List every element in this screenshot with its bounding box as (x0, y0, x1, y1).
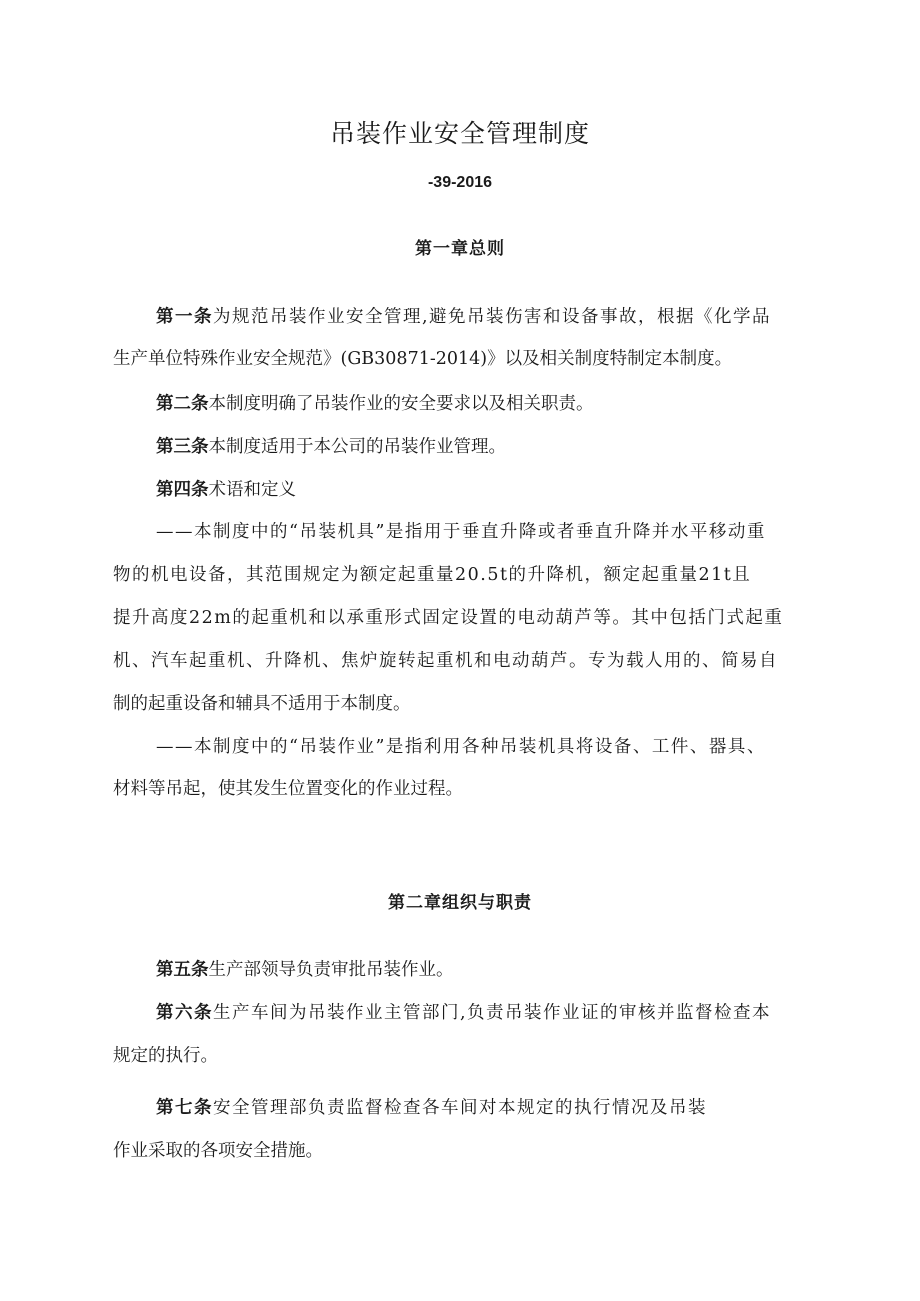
article-7-label: 第七条 (156, 1098, 213, 1118)
article-7-line-1 (156, 1096, 707, 1120)
article-3-label: 第三条 (156, 437, 209, 457)
article-7-line-2: 作业采取的各项安全措施。 (113, 1141, 323, 1161)
article-5-label: 第五条 (156, 960, 209, 980)
chapter-2-heading: 第二章组织与职责 (388, 893, 532, 913)
article-4 (156, 478, 296, 502)
document-title: 吊装作业安全管理制度 (329, 119, 590, 148)
definition-2-line-2: 材料等吊起，使其发生位置变化的作业过程。 (113, 779, 463, 799)
article-1-line-2: 生产单位特殊作业安全规范》(GB30871-2014)》以及相关制度特制定本制度。 (113, 349, 733, 369)
article-1-label: 第一条 (156, 307, 213, 327)
article-3 (156, 435, 506, 459)
article-5 (156, 958, 454, 982)
article-4-text: 术语和定义 (208, 480, 296, 500)
article-1-line-1 (156, 305, 771, 329)
definition-1-line-5: 制的起重设备和辅具不适用于本制度。 (113, 694, 411, 714)
definition-1-line-3: 提升高度22m的起重机和以承重形式固定设置的电动葫芦等。其中包括门式起重 (113, 608, 784, 628)
article-6-line-1 (156, 1001, 771, 1025)
article-5-text: 生产部领导负责审批吊装作业。 (208, 960, 454, 980)
article-7-text-1: 安全管理部负责监督检查各车间对本规定的执行情况及吊装 (213, 1098, 707, 1118)
definition-2-line-1: ——本制度中的“吊装作业”是指利用各种吊装机具将设备、工件、器具、 (156, 737, 766, 757)
chapter-1-heading: 第一章总则 (415, 239, 505, 259)
article-2-text: 本制度明确了吊装作业的安全要求以及相关职责。 (208, 394, 594, 414)
article-6-label: 第六条 (156, 1003, 213, 1023)
article-6-text-1: 生产车间为吊装作业主管部门,负责吊装作业证的审核并监督检查本 (213, 1003, 772, 1023)
article-2-label: 第二条 (156, 394, 209, 414)
article-2 (156, 392, 594, 416)
definition-1-line-1: ——本制度中的“吊装机具”是指用于垂直升降或者垂直升降并水平移动重 (156, 522, 766, 542)
article-6-line-2: 规定的执行。 (113, 1046, 218, 1066)
article-4-label: 第四条 (156, 480, 209, 500)
definition-1-line-4: 机、汽车起重机、升降机、焦炉旋转起重机和电动葫芦。专为载人用的、简易自 (113, 651, 778, 671)
article-3-text: 本制度适用于本公司的吊装作业管理。 (208, 437, 506, 457)
document-number: -39-2016 (427, 174, 493, 191)
article-1-text-1: 为规范吊装作业安全管理,避免吊装伤害和设备事故，根据《化学品 (213, 307, 772, 327)
definition-1-line-2: 物的机电设备，其范围规定为额定起重量20.5t的升降机，额定起重量21t且 (113, 565, 752, 585)
